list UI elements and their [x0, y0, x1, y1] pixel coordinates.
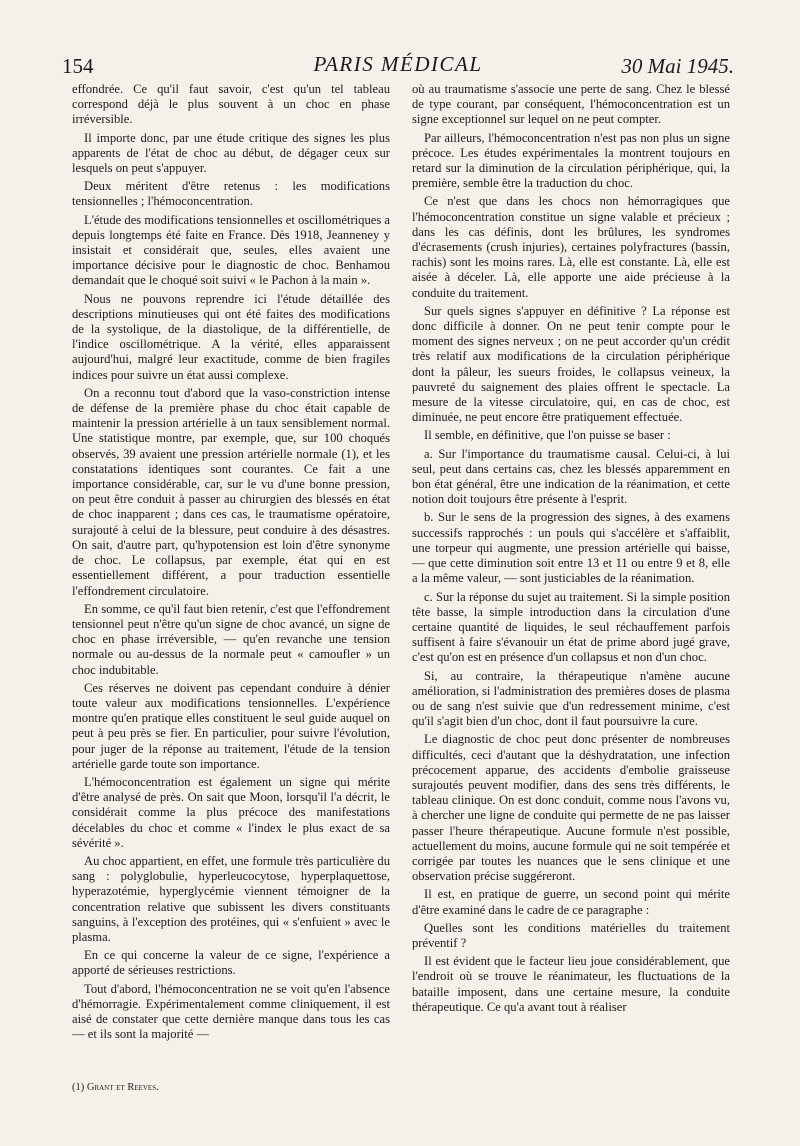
paragraph: Quelles sont les conditions matérielles du traitement préventif ? — [412, 920, 730, 950]
paragraph: b. Sur le sens de la progression des signes, à des examens successifs rapprochés : un pouls qui s'accélère et s'affaiblit, une torpeur qui augmente, une pression artérielle qui baisse, — que cette diminution soit entre 13 et 11 ou entre 9 et 8, elle a la même valeur, — sont justiciables de la réanimation. — [412, 510, 730, 586]
paragraph: Tout d'abord, l'hémoconcentration ne se voit qu'en l'absence d'hémorragie. Expérimentalement comme cliniquement, il est aisé de constater que cette dernière manque dans tous les cas — et ils sont la majorité — — [72, 981, 390, 1042]
paragraph: Il semble, en définitive, que l'on puisse se baser : — [424, 428, 671, 443]
paragraph: Nous ne pouvons reprendre ici l'étude détaillée des descriptions minutieuses qui ont été faites des modifications de la systolique, de la diastolique, de la différentielle, de l'indice oscillométrique. A la vérité, elles apparaissent aujourd'hui, malgré leur exactitude, comme de bien fragiles indices pour suivre un état aussi complexe. — [72, 291, 390, 382]
paragraph: En ce qui concerne la valeur de ce signe, l'expérience a apporté de sérieuses restrictions. — [72, 948, 390, 978]
paragraph: Il est, en pratique de guerre, un second point qui mérite d'être examiné dans le cadre de ce paragraphe : — [412, 887, 730, 917]
paragraph: Ces réserves ne doivent pas cependant conduire à dénier toute valeur aux modifications tensionnelles. L'expérience montre qu'en pratique elles constituent le seul guide auquel on peut à peu près se fier. En particulier, pour suivre l'évolution, pour juger de la réponse au traitement, l'étude de la tension artérielle garde toute son importance. — [72, 680, 390, 771]
paragraph: L'hémoconcentration est également un signe qui mérite d'être analysé de près. On sait que Moon, lorsqu'il l'a décrit, le considérait comme la plus précoce des manifestations décelables du choc et comme « l'index le plus exact de sa sévérité ». — [72, 774, 390, 850]
paragraph: Sur quels signes s'appuyer en définitive ? La réponse est donc difficile à donner. On ne peut tenir compte pour le moment des signes nerveux ; on ne peut accorder qu'un crédit très relatif aux modifications de la circulation périphérique dont la pâleur, les sueurs froides, le collapsus veineux, la pauvreté du saignement des plaies offrent le spectacle. La mesure de la vitesse circulatoire, qui, en cas de choc, est diminuée, ne peut encore être pratiquement effectuée. — [412, 303, 730, 425]
paragraph: effondrée. Ce qu'il faut savoir, c'est qu'un tel tableau correspond déjà le plus souvent à un choc en phase irréversible. — [72, 82, 390, 127]
paragraph: Si, au contraire, la thérapeutique n'amène aucune amélioration, si l'administration des premières doses de plasma ou de sang n'est suivie que d'un redressement minime, c'est qu'il s'agit bien d'un choc, dont il faut poursuivre la cure. — [412, 668, 730, 729]
paragraph: Par ailleurs, l'hémoconcentration n'est pas non plus un signe précoce. Les études expérimentales la montrent toujours en retard sur la diminution de la circulation périphérique, qui, la première, semble être la traduction du choc. — [412, 130, 730, 191]
page-number: 154 — [62, 54, 94, 78]
footnote-text: Grant et Reeves. — [86, 1082, 159, 1093]
left-column — [72, 82, 390, 1045]
paragraph: En somme, ce qu'il faut bien retenir, c'est que l'effondrement tensionnel peut n'être qu'un signe de choc avancé, un signe de choc en phase irréversible, — qu'en revanche une tension normale ou au-dessus de la normale peut « camoufler » un choc indubitable. — [72, 601, 390, 677]
paragraph: Il est évident que le facteur lieu joue considérablement, que l'endroit où se trouve le réanimateur, les fluctuations de la bataille imposent, dans une certaine mesure, la conduite thérapeutique. Ce qu'a avant tout à réaliser — [412, 954, 730, 1014]
footnote-marker: (1) — [72, 1082, 85, 1093]
paragraph: On a reconnu tout d'abord que la vaso-constriction intense de défense de la première phase du choc était capable de maintenir la pression artérielle à un taux sensiblement normal. Une statistique montre, par exemple, que, sur 100 choqués observés, 39 avaient une pression artérielle normale (1), et les constatations identiques sont courantes. Ce fait a une importance considérable, car, sur le vu d'une bonne pression, on peut être conduit à passer au chirurgien des blessés en état de choc inapparent ; dans ces cas, le traumatisme opératoire, surajouté à celui de la blessure, peut conduire à des désastres. On sait, d'autre part, qu'hypotension est loin d'être synonyme de choc. Le collapsus, par exemple, état qui en est essentiellement différent, a pour traduction essentielle l'effondrement circulatoire. — [72, 385, 390, 598]
paragraph: Le diagnostic de choc peut donc présenter de nombreuses difficultés, ceci d'autant que la déshydratation, une infection précocement apparue, des accidents d'embolie graisseuse surajoutés peuvent modifier, dans des sens très différents, le tableau clinique. On est donc conduit, comme nous l'avons vu, à chercher une ligne de conduite qui permette de ne pas laisser passer l'heure thérapeutique. Aucune formule n'est possible, actuellement du moins, aucune formule qui ne soit tempérée et corrigée par toutes les nuances que le sens clinique et une observation précise suggéreront. — [412, 732, 730, 884]
footnote — [72, 1081, 390, 1094]
journal-title: PARIS MÉDICAL — [313, 52, 483, 76]
paragraph: où au traumatisme s'associe une perte de sang. Chez le blessé de type courant, par conséquent, l'hémoconcentration est un signe exceptionnel sur lequel on ne peut compter. — [412, 82, 730, 127]
paragraph: a. Sur l'importance du traumatisme causal. Celui-ci, à lui seul, peut dans certains cas, chez les blessés apparemment en bon état général, être une indication de la réanimation, et cette notion doit toujours être présente à l'esprit. — [412, 446, 730, 507]
issue-date: 30 Mai 1945. — [621, 54, 734, 78]
paragraph: Au choc appartient, en effet, une formule très particulière du sang : polyglobulie, hyperleucocytose, hyperplaquettose, hyperazotémie, hyperglycémie viennent témoigner de la concentration relative que subissent les divers constituants sanguins, à l'exception des protéines, qui « s'enfuient » avec le plasma. — [72, 853, 390, 944]
paragraph: Il importe donc, par une étude critique des signes les plus apparents de l'état de choc au début, de dégager ceux sur lesquels on peut s'appuyer. — [72, 130, 390, 176]
right-column — [412, 82, 730, 1018]
paragraph: L'étude des modifications tensionnelles et oscillométriques a depuis longtemps été faite en France. Dès 1918, Jeanneney y insistait et considérait que, seules, elles avaient une importance décisive pour le diagnostic de choc. Benhamou demandait que le choqué soit suivi « le Pachon à la main ». — [72, 212, 390, 288]
page-header — [62, 50, 734, 84]
paragraph: Ce n'est que dans les chocs non hémorragiques que l'hémoconcentration constitue un signe valable et précieux ; dans les cas définis, dont les brûlures, les syndromes d'écrasements (crush injuries), certaines polyfractures (bassin, rachis) sont les moins rares. Là, elle est constante. Là, elle est aisée à déceler. Là, elle apporte une aide précieuse à la conduite du traitement. — [412, 194, 730, 300]
paragraph: c. Sur la réponse du sujet au traitement. Si la simple position tête basse, la simple introduction dans la circulation d'une certaine quantité de liquides, le seul réchauffement parfois suffisent à faire s'évanouir un état de prime abord jugé grave, c'est qu'on est en présence d'un collapsus et non d'un choc. — [412, 589, 730, 665]
paragraph: Deux méritent d'être retenus : les modifications tensionnelles ; l'hémoconcentration. — [72, 179, 390, 209]
